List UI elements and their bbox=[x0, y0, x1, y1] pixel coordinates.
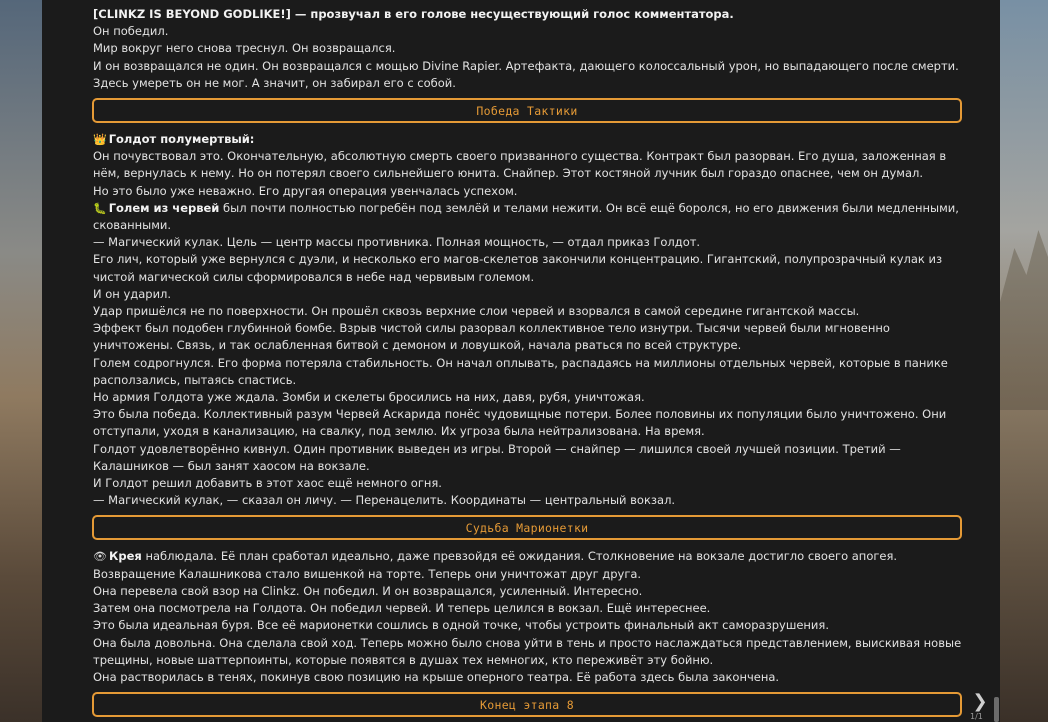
story-line: Она перевела свой взор на Clinkz. Он победил. И он возвращался, усиленный. Интересно. bbox=[93, 583, 643, 598]
story-line: Она была довольна. Она сделала свой ход. Теперь можно было снова уйти в тень и просто наслаждаться представлением, выискивая новые трещины, новые шаттерпоинты, которые появятся в душах тех немногих, кто переживёт эту бойню. bbox=[93, 635, 962, 667]
story-line: И он возвращался не один. Он возвращался с мощью Divine Rapier. Артефакта, дающего колоссальный урон, но выпадающего после смерти. Здесь умереть он не мог. А значит, он забирал его с собой. bbox=[93, 58, 959, 90]
story-line: [CLINKZ IS BEYOND GODLIKE!] — прозвучал в его голове несуществующий голос комментатора. bbox=[93, 7, 734, 21]
background-left bbox=[0, 0, 42, 722]
eye-icon: 👁 bbox=[93, 550, 107, 564]
story-line: И Голдот решил добавить в этот хаос ещё немного огня. bbox=[93, 476, 442, 491]
story-content bbox=[93, 6, 965, 722]
story-line: Эффект был подобен глубинной бомбе. Взрыв чистой силы разорвал коллективное тело изнутри. Тысячи червей были мгновенно уничтожены. Связь, и так ослабленная битвой с демоном и ловушкой, начала рваться по всей структуре. bbox=[93, 321, 890, 353]
story-line-golem: 🐛 Голем из червей был почти полностью погребён под землёй и телами нежити. Он всё ещё боролся, но его движения были медленными, скованными. bbox=[93, 200, 959, 233]
worm-icon: 🐛 bbox=[93, 201, 107, 215]
story-panel bbox=[42, 0, 1000, 722]
story-line: Его лич, который уже вернулся с дуэли, и несколько его магов-скелетов закончили концентрацию. Гигантский, полупрозрачный кулак из чистой магической силы сформировался в небе над червивым големом. bbox=[93, 252, 943, 284]
story-line: Он победил. bbox=[93, 24, 169, 39]
story-line: Мир вокруг него снова треснул. Он возвращался. bbox=[93, 41, 396, 56]
story-line: Это была победа. Коллективный разум Червей Аскарида понёс чудовищные потери. Более половины их популяции было уничтожено. Они отступали, уходя в канализацию, на свалку, под землю. Их угроза была нейтрализована. На время. bbox=[93, 407, 947, 439]
story-line: Удар пришёлся не по поверхности. Он прошёл сквозь верхние слои червей и взорвался в самой середине гигантской массы. bbox=[93, 304, 860, 319]
next-page-chevron-icon[interactable]: ❯ bbox=[972, 691, 988, 712]
scrollbar-thumb[interactable] bbox=[994, 697, 999, 722]
story-line: Но это было уже неважно. Его другая операция увенчалась успехом. bbox=[93, 183, 518, 198]
section-divider-puppet-fate: Судьба Марионетки bbox=[92, 515, 962, 540]
story-line: Но армия Голдота уже ждала. Зомби и скелеты бросились на них, давя, рубя, уничтожая. bbox=[93, 390, 645, 405]
scrollbar-track[interactable] bbox=[993, 0, 1000, 722]
story-line: Это была идеальная буря. Все её марионетки сошлись в одной точке, чтобы устроить финальный акт саморазрушения. bbox=[93, 618, 829, 633]
story-line: — Магический кулак. Цель — центр массы противника. Полная мощность, — отдал приказ Голдот. bbox=[93, 235, 701, 250]
story-line: И он ударил. bbox=[93, 286, 172, 301]
story-line-kreya: 👁 Крея наблюдала. Её план сработал идеально, даже превзойдя её ожидания. Столкновение на вокзале достигло своего апогея. Возвращение Калашникова стало вишенкой на торте. Теперь они уничтожат друг друга. bbox=[93, 549, 898, 581]
character-header-goldot: 👑 Голдот полумертвый: bbox=[93, 131, 965, 148]
page-indicator: 1/1 bbox=[970, 712, 983, 721]
story-line: Голем содрогнулся. Его форма потеряла стабильность. Он начал оплывать, распадаясь на миллионы отдельных червей, которые в панике расползались, пытаясь спастись. bbox=[93, 355, 948, 387]
story-line: Затем она посмотрела на Голдота. Он победил червей. И теперь целился в вокзал. Ещё интереснее. bbox=[93, 601, 711, 616]
crown-icon: 👑 bbox=[93, 133, 107, 147]
section-divider-stage-end: Конец этапа 8 bbox=[92, 692, 962, 717]
story-line: Она растворилась в тенях, покинув свою позицию на крыше оперного театра. Её работа здесь была закончена. bbox=[93, 669, 780, 684]
story-line: — Магический кулак, — сказал он личу. — Перенацелить. Координаты — центральный вокзал. bbox=[93, 493, 676, 508]
story-line: Он почувствовал это. Окончательную, абсолютную смерть своего призванного существа. Контракт был разорван. Его душа, заложенная в нём, вернулась к нему. Но он потерял своего сильнейшего юнита. Снайпер. Этот костяной лучник был гораздо опаснее, чем он думал. bbox=[93, 149, 947, 181]
section-divider-victory-tactics: Победа Тактики bbox=[92, 98, 962, 123]
story-line: Голдот удовлетворённо кивнул. Один противник выведен из игры. Второй — снайпер — лишился своей лучшей позиции. Третий — Калашников — был занят хаосом на вокзале. bbox=[93, 441, 901, 473]
